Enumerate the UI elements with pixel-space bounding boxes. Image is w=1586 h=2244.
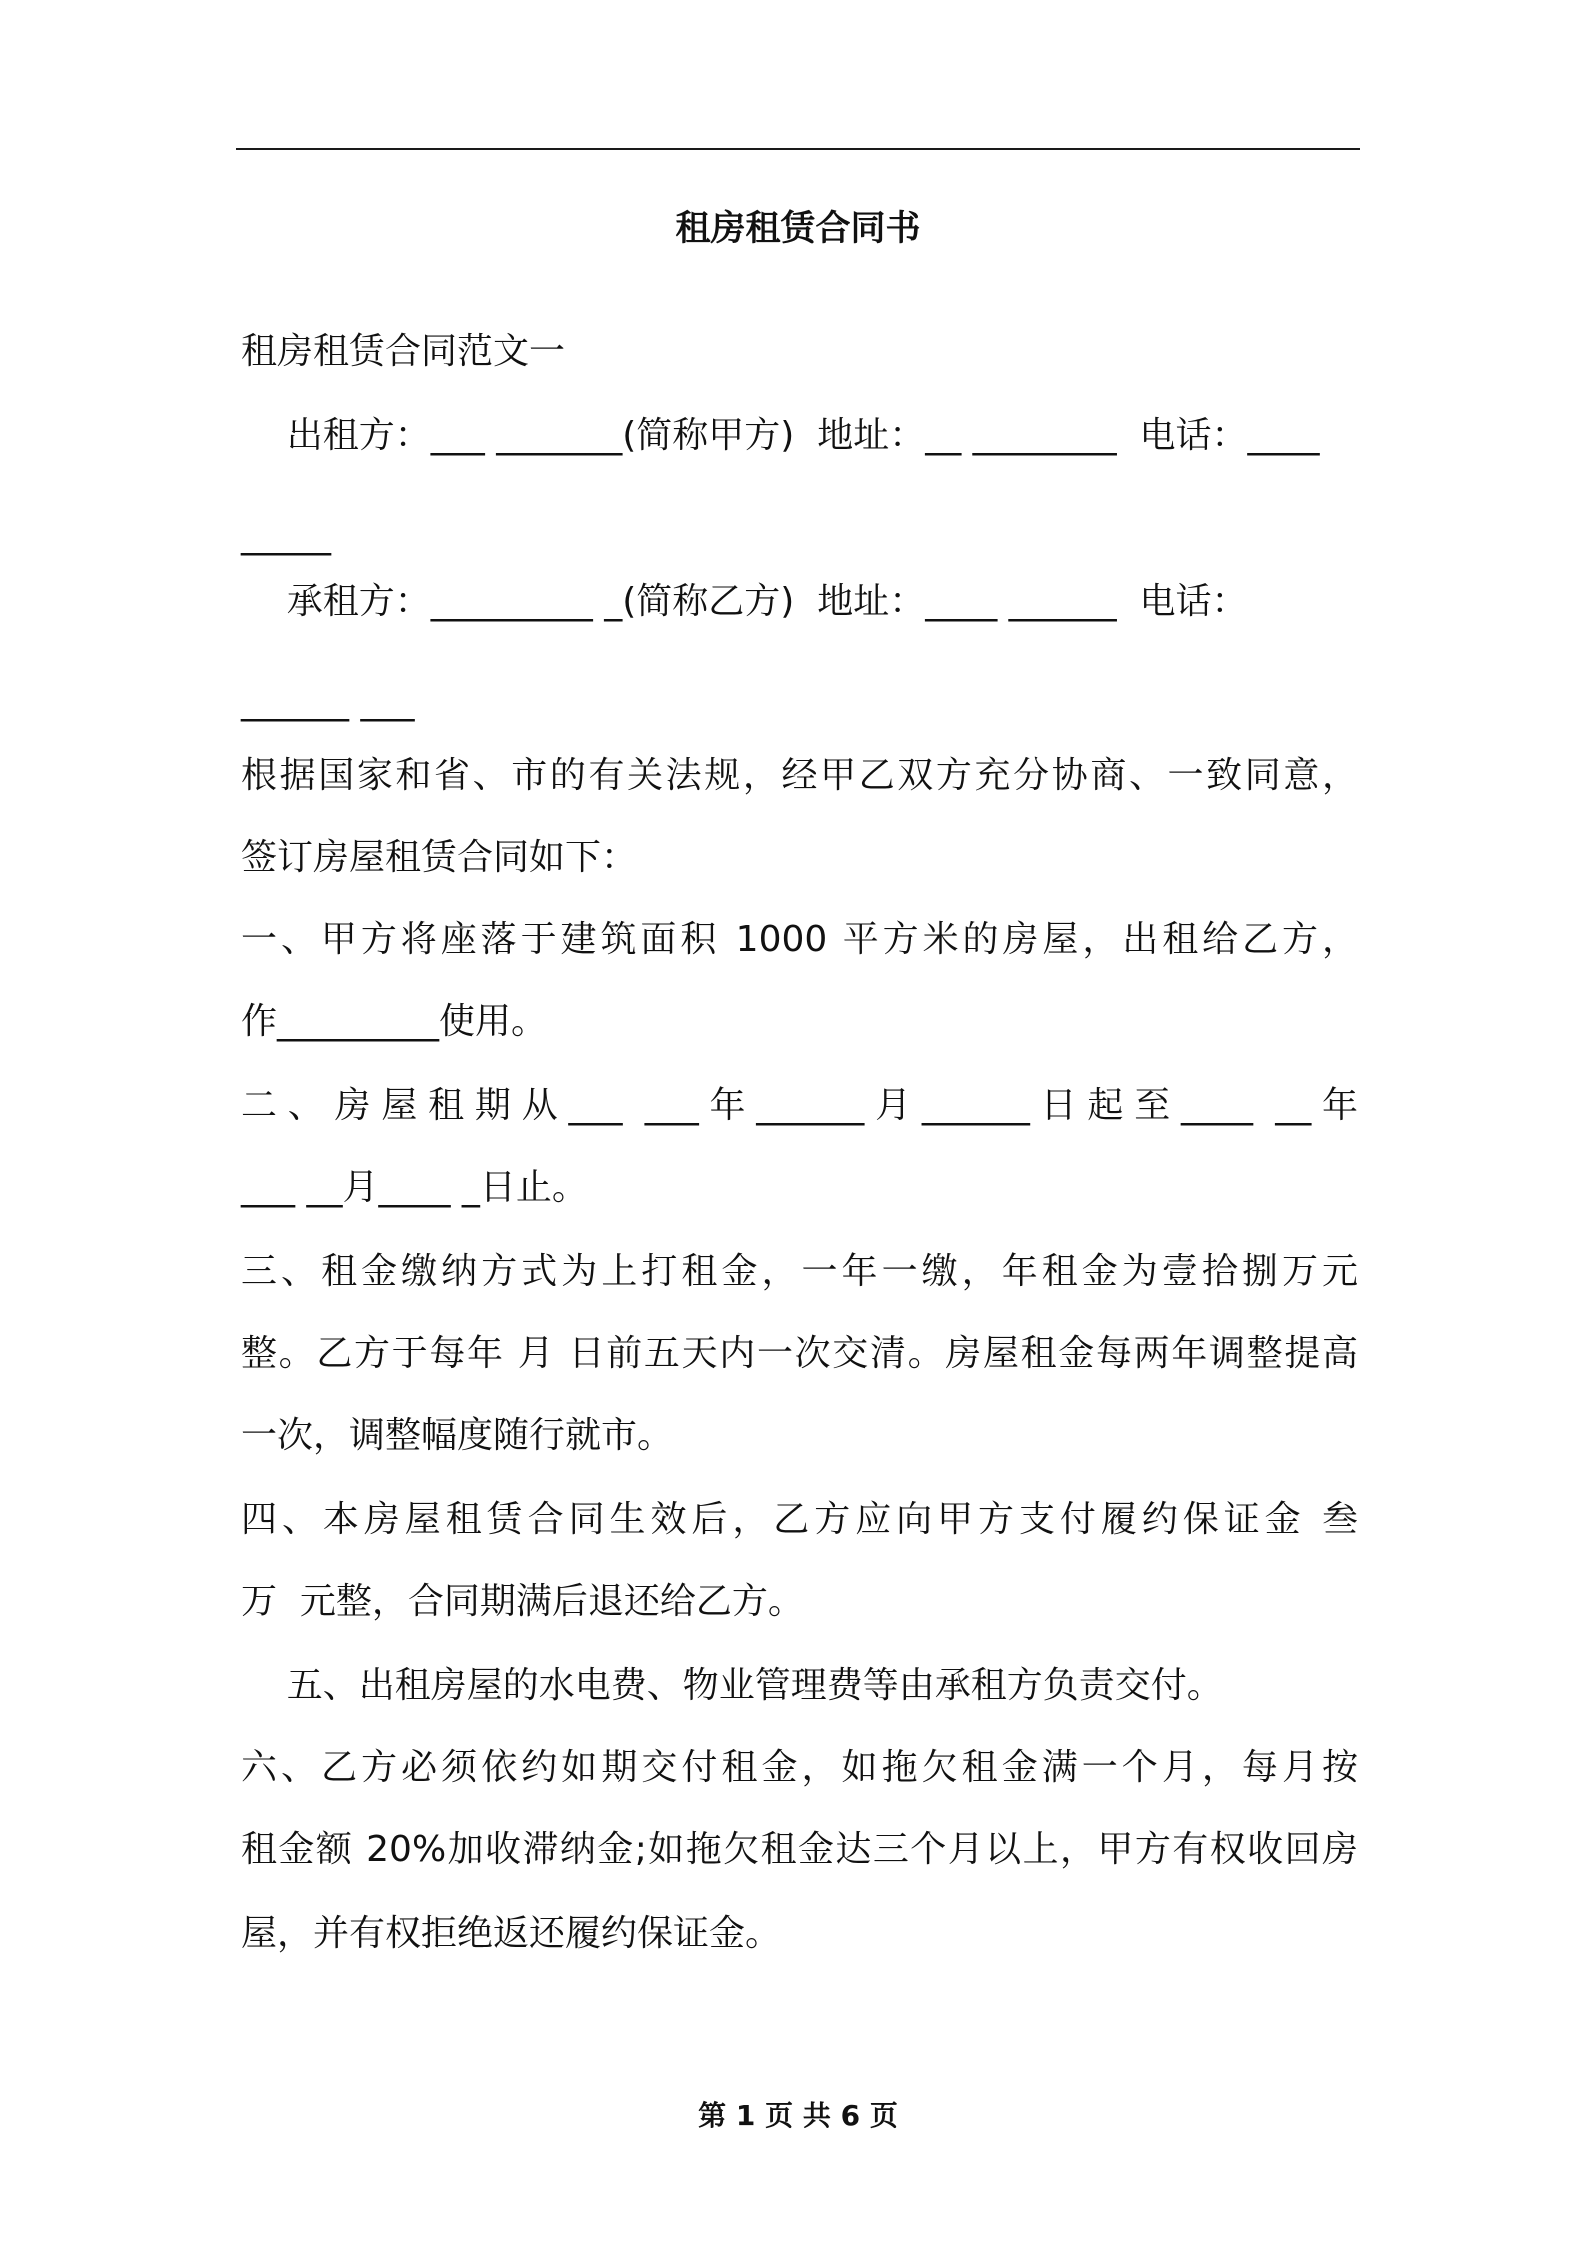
page-number: 第 1 页 共 6 页 [698,2099,898,2132]
clause-4-line-2: 万 元整，合同期满后退还给乙方。 [241,1581,804,1622]
clause-5-line-1: 五、出租房屋的水电费、物业管理费等由承租方负责交付。 [241,1665,1223,1706]
clause-2-line-2: ___ __月____ _日止。 [241,1167,588,1208]
clause-2-line-1: 二、房屋租期从___ ___年______月______日起至____ __年 [241,1085,1358,1126]
clause-4-line-1: 四、本房屋租赁合同生效后，乙方应向甲方支付履约保证金 叁 [241,1499,1358,1540]
document-title: 租房租赁合同书 [675,209,921,249]
preamble-line-2: 签订房屋租赁合同如下： [241,837,638,878]
clause-6-line-3: 屋，并有权拒绝返还履约保证金。 [241,1913,782,1954]
clause-3-line-3: 一次，调整幅度随行就市。 [241,1415,674,1456]
clause-1-line-2: 作_________使用。 [241,1001,548,1042]
lessee-line-cont: ______ ___ [241,681,415,722]
clause-6-line-2: 租金额 20%加收滞纳金;如拖欠租金达三个月以上，甲方有权收回房 [241,1829,1358,1870]
lessor-line: 出租方：___ _______(简称甲方) 地址：__ ________ 电话：____ [241,415,1320,456]
preamble-line-1: 根据国家和省、市的有关法规，经甲乙双方充分协商、一致同意， [241,755,1358,796]
lessor-line-cont: _____ [241,515,331,556]
clause-3-line-2: 整。乙方于每年 月 日前五天内一次交清。房屋租金每两年调整提高 [241,1333,1358,1374]
clause-6-line-1: 六、乙方必须依约如期交付租金，如拖欠租金满一个月，每月按 [241,1747,1358,1788]
header-rule [236,148,1360,150]
clause-3-line-1: 三、租金缴纳方式为上打租金，一年一缴，年租金为壹拾捌万元 [241,1251,1358,1292]
clause-1-line-1: 一、甲方将座落于建筑面积 1000 平方米的房屋，出租给乙方， [241,919,1358,960]
lessee-line: 承租方：_________ _(简称乙方) 地址：____ ______ 电话： [241,581,1248,622]
section-heading: 租房租赁合同范文一 [241,331,566,372]
